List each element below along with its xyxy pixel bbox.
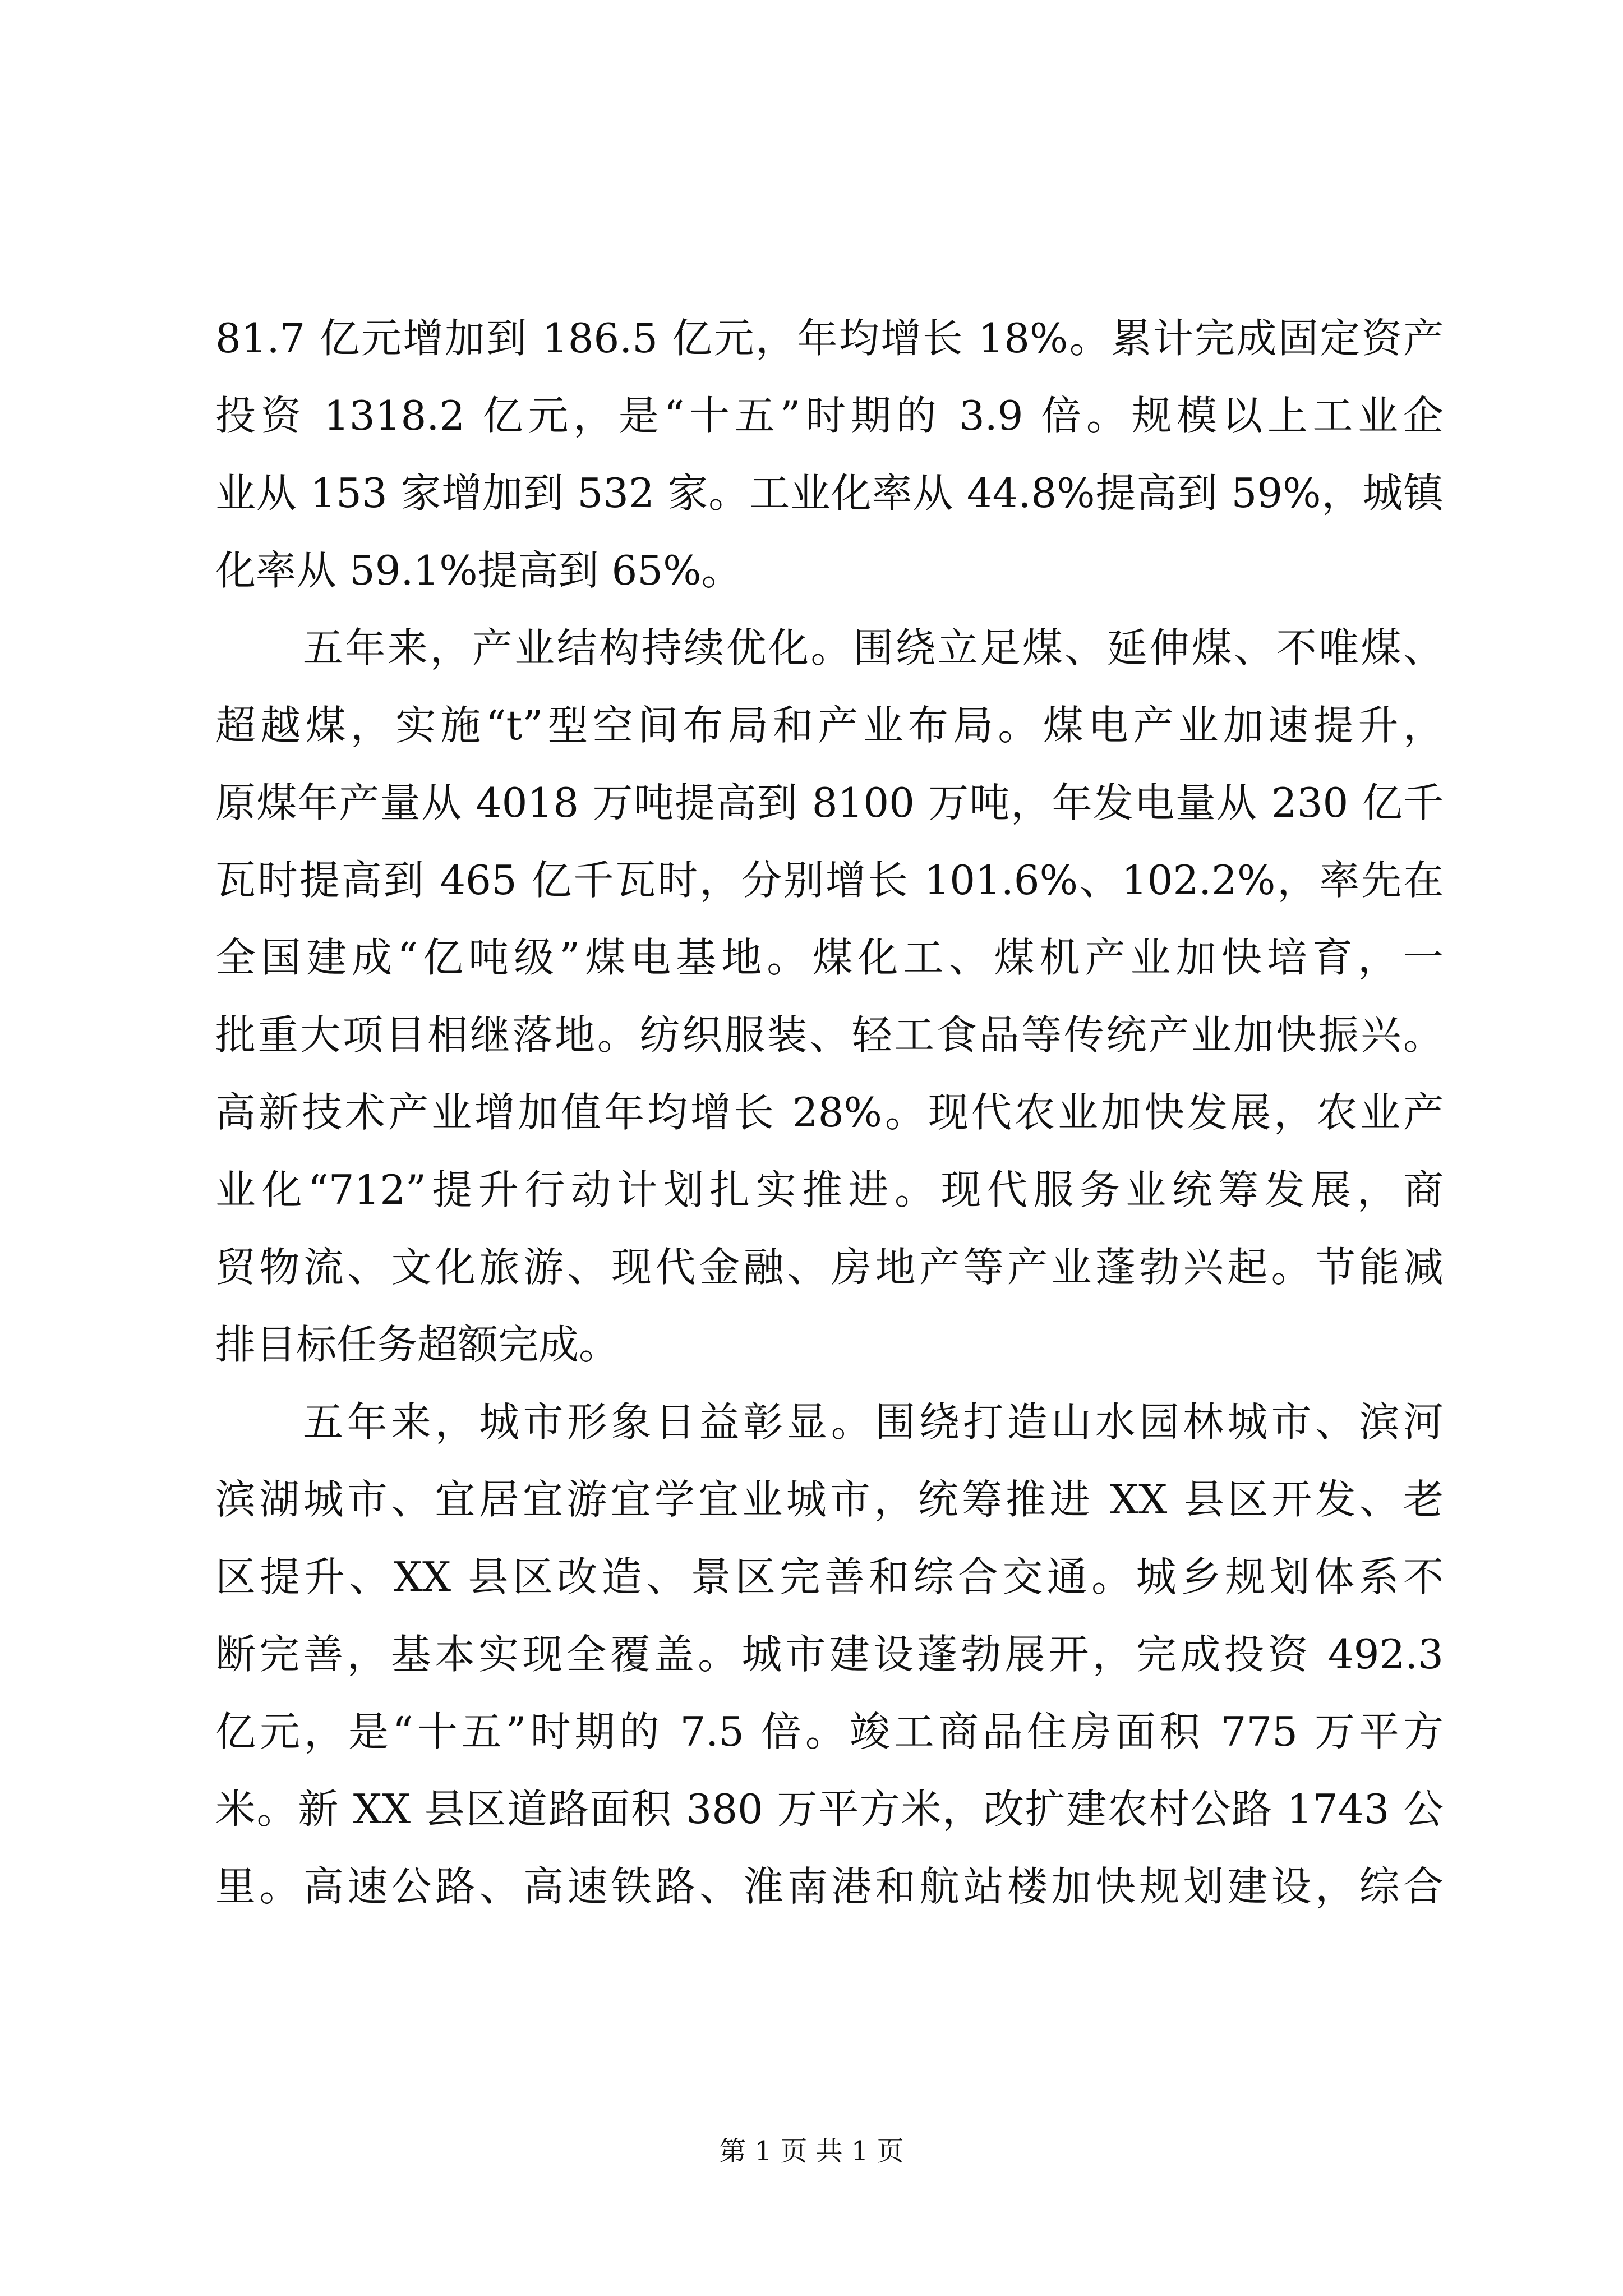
text-line: 里。高速公路、高速铁路、淮南港和航站楼加快规划建设，综合 [215, 1863, 1444, 1910]
text-line: 高新技术产业增加值年均增长 28%。现代农业加快发展，农业产 [215, 1089, 1444, 1136]
text-line: 81.7 亿元增加到 186.5 亿元，年均增长 18%。累计完成固定资产 [215, 315, 1444, 362]
text-line: 业化“712”提升行动计划扎实推进。现代服务业统筹发展，商 [215, 1166, 1444, 1213]
text-line: 五年来，产业结构持续优化。围绕立足煤、延伸煤、不唯煤、 [303, 624, 1444, 671]
text-line: 区提升、XX 县区改造、景区完善和综合交通。城乡规划体系不 [215, 1553, 1444, 1600]
text-line: 五年来，城市形象日益彰显。围绕打造山水园林城市、滨河 [303, 1398, 1444, 1446]
text-line: 原煤年产量从 4018 万吨提高到 8100 万吨，年发电量从 230 亿千 [215, 779, 1444, 826]
text-line: 批重大项目相继落地。纺织服装、轻工食品等传统产业加快振兴。 [215, 1011, 1444, 1059]
text-line: 化率从 59.1%提高到 65%。 [215, 547, 742, 594]
text-line: 业从 153 家增加到 532 家。工业化率从 44.8%提高到 59%，城镇 [215, 470, 1444, 517]
text-line: 滨湖城市、宜居宜游宜学宜业城市，统筹推进 XX 县区开发、老 [215, 1476, 1444, 1523]
text-line: 投资 1318.2 亿元，是“十五”时期的 3.9 倍。规模以上工业企 [215, 392, 1444, 439]
page-footer: 第 1 页 共 1 页 [719, 2136, 904, 2167]
text-line: 超越煤，实施“t”型空间布局和产业布局。煤电产业加速提升， [215, 702, 1444, 749]
text-line: 瓦时提高到 465 亿千瓦时，分别增长 101.6%、102.2%，率先在 [215, 857, 1444, 904]
text-line: 米。新 XX 县区道路面积 380 万平方米，改扩建农村公路 1743 公 [215, 1786, 1444, 1833]
text-line: 全国建成“亿吨级”煤电基地。煤化工、煤机产业加快培育，一 [215, 934, 1444, 981]
text-line: 亿元，是“十五”时期的 7.5 倍。竣工商品住房面积 775 万平方 [215, 1708, 1444, 1755]
text-line: 排目标任务超额完成。 [215, 1321, 620, 1368]
text-line: 断完善，基本实现全覆盖。城市建设蓬勃展开，完成投资 492.3 [215, 1631, 1444, 1678]
text-line: 贸物流、文化旅游、现代金融、房地产等产业蓬勃兴起。节能减 [215, 1244, 1444, 1291]
